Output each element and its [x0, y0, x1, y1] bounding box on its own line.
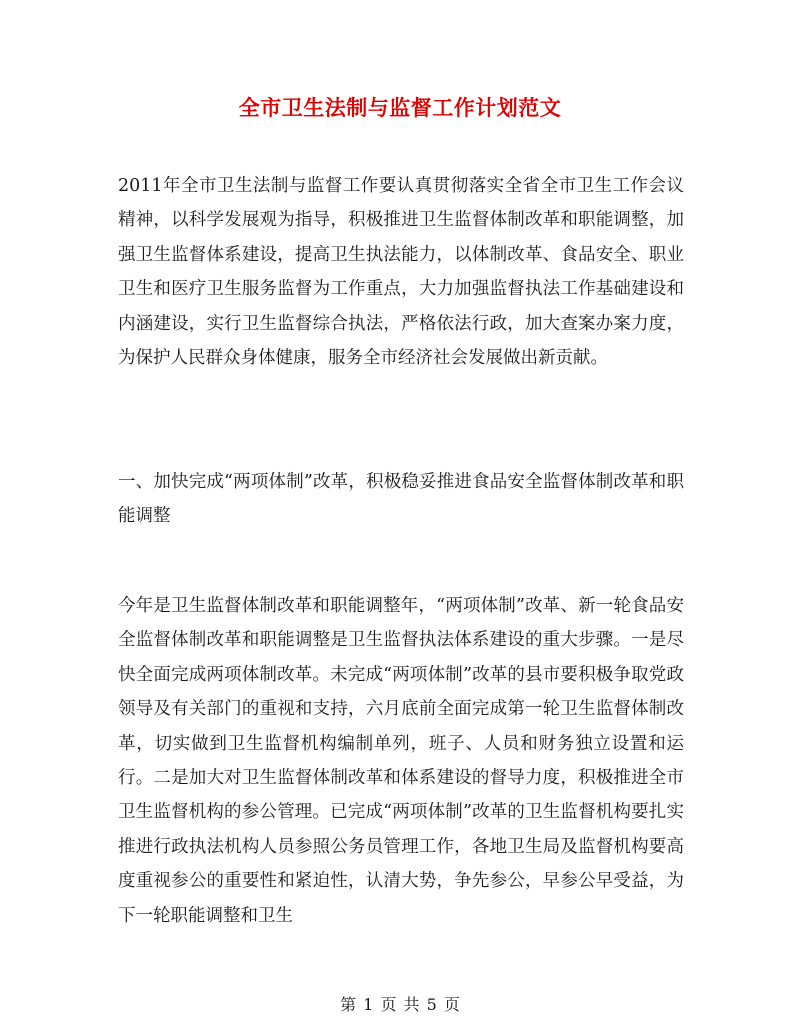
- document-title: 全市卫生法制与监督工作计划范文: [238, 95, 562, 120]
- intro-paragraph: 2011年全市卫生法制与监督工作要认真贯彻落实全省全市卫生工作会议精神，以科学发展观为指导，积极推进卫生监督体制改革和职能调整，加强卫生监督体系建设，提高卫生执法能力，以体制改革、食品安全、职业卫生和医疗卫生服务监督为工作重点，大力加强监督执法工作基础建设和内涵建设，实行卫生监督综合执法，严格依法行政，加大查案办案力度，为保护人民群众身体健康，服务全市经济社会发展做出新贡献。: [118, 176, 684, 369]
- body-paragraph: 今年是卫生监督体制改革和职能调整年，“两项体制”改革、新一轮食品安全监督体制改革和职能调整是卫生监督执法体系建设的重大步骤。一是尽快全面完成两项体制改革。未完成“两项体制”改革的县市要积极争取党政领导及有关部门的重视和支持，六月底前全面完成第一轮卫生监督体制改革，切实做到卫生监督机构编制单列，班子、人员和财务独立设置和运行。二是加大对卫生监督体制改革和体系建设的督导力度，积极推进全市卫生监督机构的参公管理。已完成“两项体制”改革的卫生监督机构要扎实推进行政执法机构人员参照公务员管理工作，各地卫生局及监督机构要高度重视参公的重要性和紧迫性，认清大势，争先参公，早参公早受益，为下一轮职能调整和卫生: [118, 596, 684, 926]
- page-footer: 第 1 页 共 5 页: [340, 995, 460, 1014]
- section-heading: 一、加快完成“两项体制”改革，积极稳妥推进食品安全监督体制改革和职能调整: [118, 472, 684, 527]
